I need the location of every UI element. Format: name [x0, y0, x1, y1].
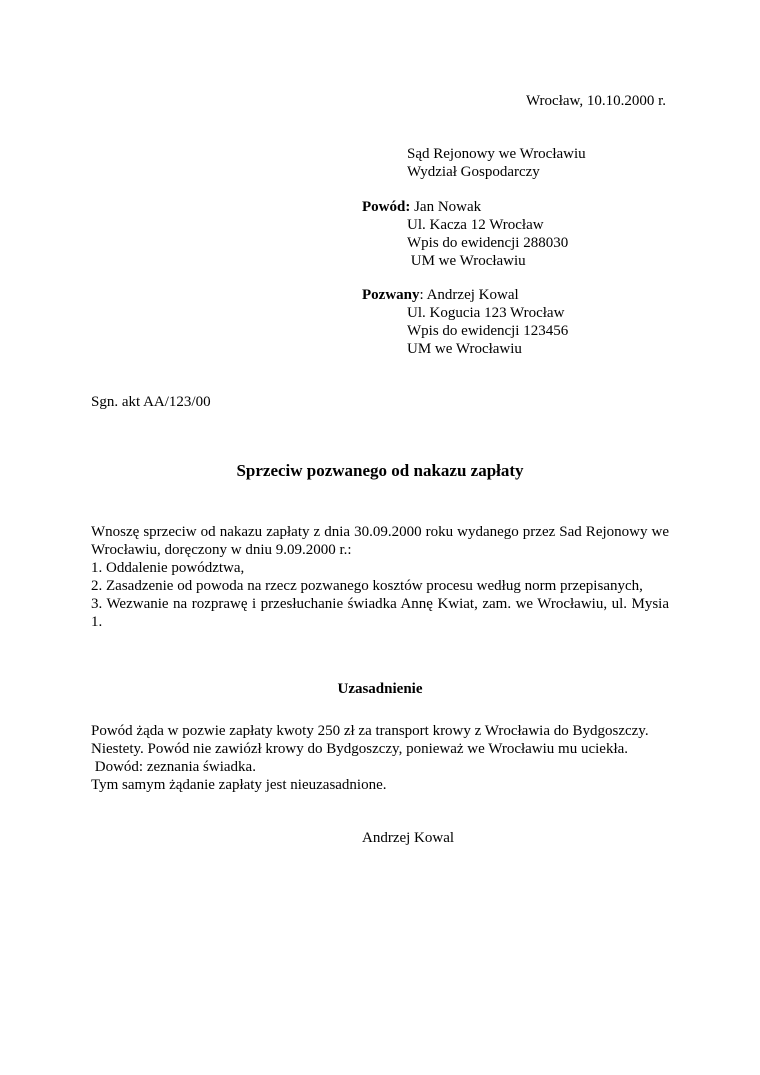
defendant-name: : Andrzej Kowal: [419, 287, 519, 303]
defendant-heading: [362, 286, 519, 304]
court-division: Wydział Gospodarczy: [407, 164, 540, 180]
justification-line-1: Powód żąda w pozwie zapłaty kwoty 250 zł za transport krowy z Wrocławia do Bydgoszczy.: [91, 723, 649, 739]
signature-name: Andrzej Kowal: [362, 830, 455, 846]
defendant-registry-office: UM we Wrocławiu: [407, 341, 522, 357]
plaintiff-registry-office: UM we Wrocławiu: [407, 253, 526, 269]
plaintiff-heading: [362, 198, 481, 216]
plaintiff-registry: Wpis do ewidencji 288030: [407, 235, 569, 251]
plaintiff-label: Powód:: [362, 199, 411, 215]
request-item-3: 3. Wezwanie na rozprawę i przesłuchanie świadka Annę Kwiat, zam. we Wrocławiu, ul. Mysia 1.: [91, 596, 669, 630]
plaintiff-address: Ul. Kacza 12 Wrocław: [407, 217, 544, 233]
case-signature: Sgn. akt AA/123/00: [91, 394, 211, 410]
defendant-label: Pozwany: [362, 287, 420, 303]
request-item-1: 1. Oddalenie powództwa,: [91, 560, 245, 576]
justification-line-2: Niestety. Powód nie zawiózł krowy do Bydgoszczy, ponieważ we Wrocławiu mu uciekła.: [91, 741, 629, 757]
place-date: Wrocław, 10.10.2000 r.: [526, 93, 667, 109]
request-item-2: 2. Zasadzenie od powoda na rzecz pozwanego kosztów procesu według norm przepisanych,: [91, 578, 643, 594]
plaintiff-name: Jan Nowak: [410, 199, 482, 215]
defendant-address: Ul. Kogucia 123 Wrocław: [407, 305, 565, 321]
defendant-registry: Wpis do ewidencji 123456: [407, 323, 569, 339]
justification-heading: Uzasadnienie: [337, 681, 423, 697]
justification-line-3: Dowód: zeznania świadka.: [91, 759, 256, 775]
justification-line-4: Tym samym żądanie zapłaty jest nieuzasadnione.: [91, 777, 387, 793]
court-name: Sąd Rejonowy we Wrocławiu: [407, 146, 586, 162]
document-title: Sprzeciw pozwanego od nakazu zapłaty: [236, 461, 524, 480]
body-intro: Wnoszę sprzeciw od nakazu zapłaty z dnia 30.09.2000 roku wydanego przez Sad Rejonowy we Wrocławiu, doręczony w dniu 9.09.2000 r.:: [91, 524, 669, 558]
